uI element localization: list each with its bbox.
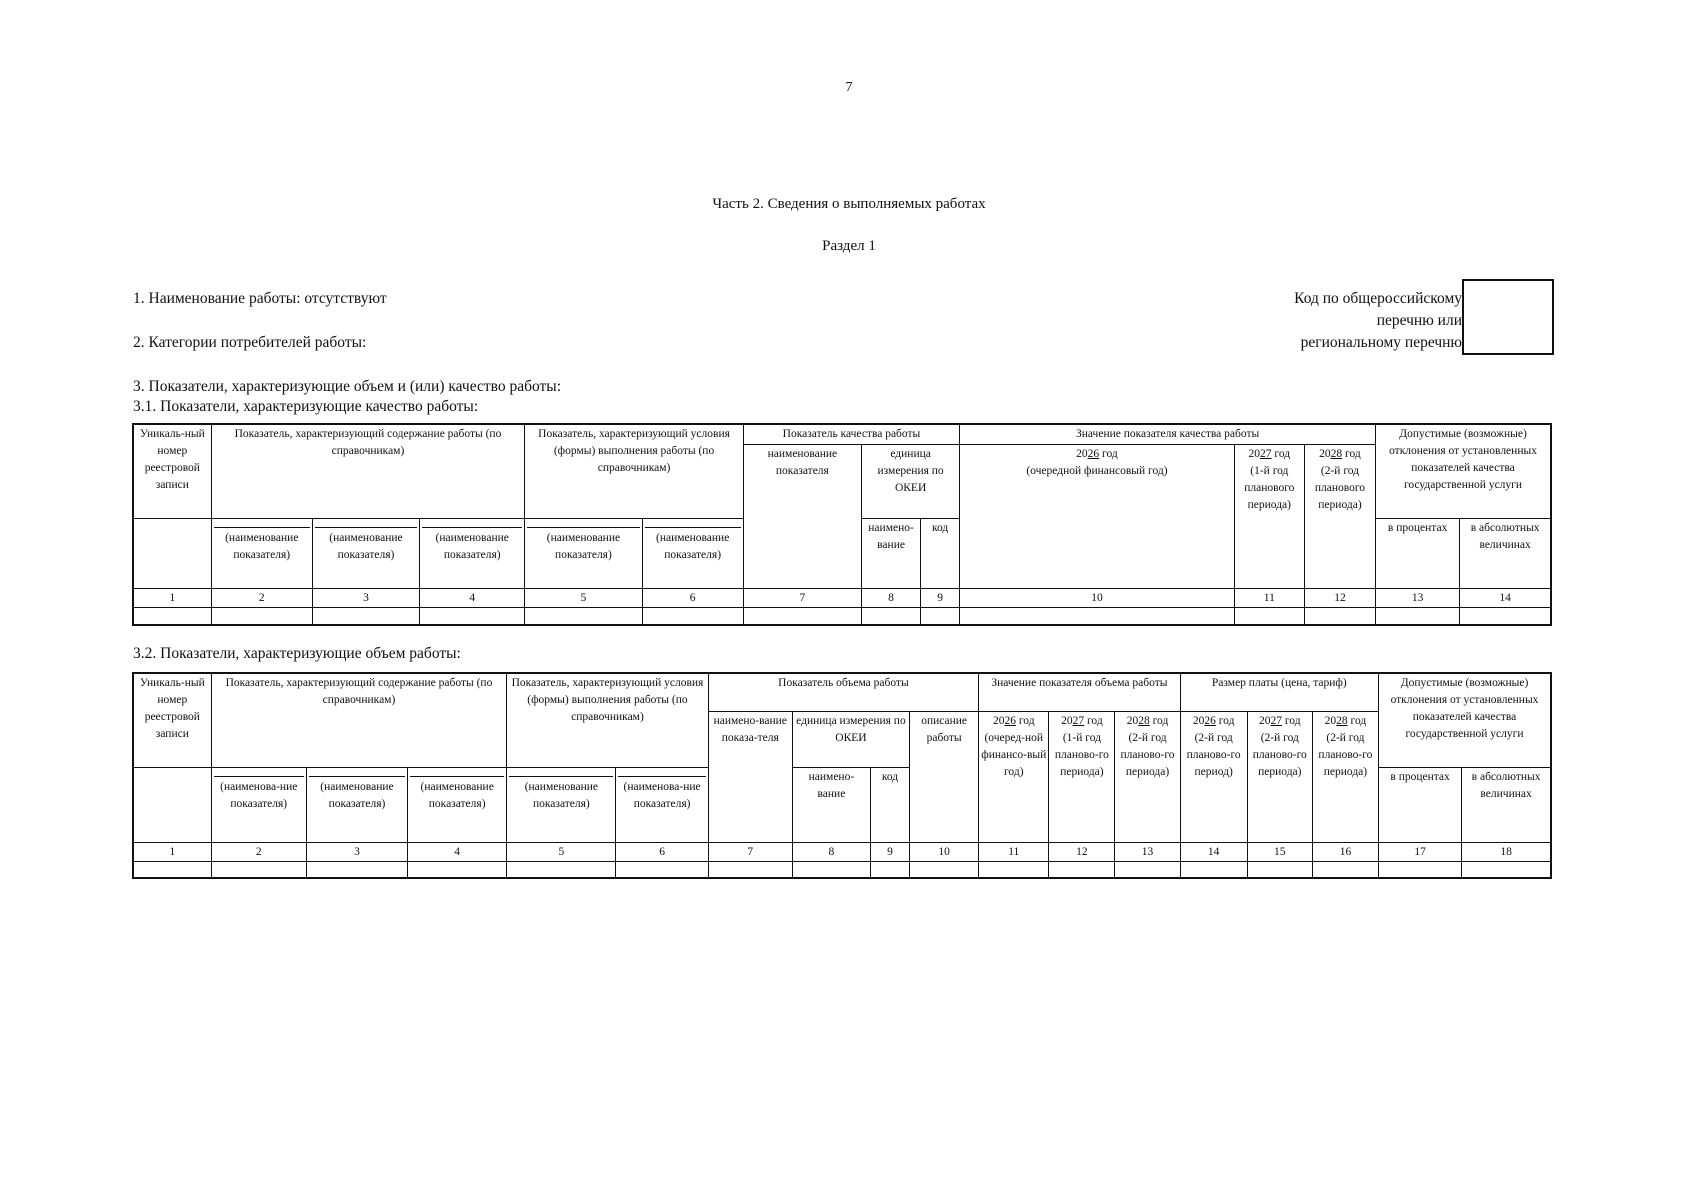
col-number: 12: [1049, 842, 1115, 861]
value-2026-desc: (очеред-ной финансо-вый год): [981, 731, 1047, 778]
deviation-absolute-header: в абсолютных величинах: [1460, 519, 1551, 589]
col-number: 15: [1247, 842, 1312, 861]
year-2026-desc: (очередной финансовый год): [1026, 465, 1168, 477]
col-number: 17: [1379, 842, 1462, 861]
fee-2026-label: 2026 год: [1192, 714, 1235, 727]
data-cell[interactable]: [1049, 861, 1115, 878]
year-2026-label: 2026 год: [1076, 448, 1118, 460]
col-number: 13: [1376, 589, 1460, 608]
part-title: Часть 2. Сведения о выполняемых работах: [712, 196, 986, 212]
col-number: 11: [979, 842, 1049, 861]
data-cell[interactable]: [306, 861, 407, 878]
data-cell[interactable]: [133, 608, 211, 625]
data-cell[interactable]: [743, 608, 861, 625]
col-year-2026-header: [960, 445, 1235, 589]
col-value-2028-header: [1115, 711, 1180, 842]
data-cell[interactable]: [1312, 861, 1378, 878]
col-indicator-name-header: наимено-вание показа-теля: [708, 711, 792, 842]
year-2027-desc: (1-й год планового периода): [1244, 465, 1295, 511]
fee-2028-desc: (2-й год планово-го периода): [1318, 731, 1373, 778]
unique-number-sub: [133, 767, 211, 842]
column-number-row: [133, 589, 1551, 608]
data-cell[interactable]: [1247, 861, 1312, 878]
col-indicator-name-header: наименование показателя: [743, 445, 861, 589]
col-quality-indicator-header: Показатель качества работы: [743, 424, 959, 445]
col-fee-header: Размер платы (цена, тариф): [1180, 673, 1378, 711]
col-number: 10: [910, 842, 979, 861]
col-deviation-header: Допустимые (возможные) отклонения от установленных показателей качества государственной услуги: [1376, 424, 1551, 519]
col-number: 3: [306, 842, 407, 861]
value-2027-desc: (1-й год планово-го периода): [1054, 731, 1109, 778]
data-cell[interactable]: [1376, 608, 1460, 625]
unit-code-header: код: [870, 767, 909, 842]
col-content-indicator-header: Показатель, характеризующий содержание работы (по справочникам): [211, 673, 507, 767]
col-number: 7: [743, 589, 861, 608]
content-indicator-1: (наименование показателя): [211, 519, 312, 589]
content-indicator-1: (наименова-ние показателя): [211, 767, 306, 842]
registry-code-label: [1294, 288, 1462, 354]
data-cell[interactable]: [211, 861, 306, 878]
conditions-indicator-1: (наименование показателя): [525, 519, 642, 589]
data-cell[interactable]: [312, 608, 419, 625]
data-cell[interactable]: [616, 861, 708, 878]
col-number: 16: [1312, 842, 1378, 861]
data-cell[interactable]: [921, 608, 960, 625]
col-year-2028-header: [1304, 445, 1375, 589]
col-unit-okei-header: единица измерения по ОКЕИ: [792, 711, 909, 767]
conditions-indicator-2: (наименование показателя): [642, 519, 743, 589]
page-number: 7: [845, 80, 853, 95]
fee-2028-label: 2028 год: [1324, 714, 1367, 727]
volume-indicators-heading: 3.2. Показатели, характеризующие объем работы:: [133, 645, 461, 662]
registry-code-box[interactable]: [1462, 279, 1554, 355]
value-2027-label: 2027 год: [1061, 714, 1103, 727]
col-conditions-indicator-header: Показатель, характеризующий условия (формы) выполнения работы (по справочникам): [507, 673, 708, 767]
col-number: 14: [1460, 589, 1551, 608]
col-unit-okei-header: единица измерения по ОКЕИ: [862, 445, 960, 519]
col-value-2026-header: [979, 711, 1049, 842]
unique-number-sub: [133, 519, 211, 589]
value-2028-label: 2028 год: [1126, 714, 1169, 727]
content-indicator-3: (наименование показателя): [420, 519, 525, 589]
value-2028-desc: (2-й год планово-го периода): [1120, 731, 1175, 778]
col-number: 2: [211, 589, 312, 608]
col-year-2027-header: [1234, 445, 1304, 589]
col-number: 7: [708, 842, 792, 861]
unit-name-header: наимено-вание: [792, 767, 870, 842]
volume-indicators-table: [132, 672, 1552, 879]
empty-data-row: [133, 861, 1551, 878]
col-number: 9: [921, 589, 960, 608]
registry-code-label-line-2: перечню или: [1376, 312, 1462, 329]
col-content-indicator-header: Показатель, характеризующий содержание работы (по справочникам): [211, 424, 525, 519]
col-number: 9: [870, 842, 909, 861]
col-conditions-indicator-header: Показатель, характеризующий условия (формы) выполнения работы (по справочникам): [525, 424, 743, 519]
consumer-category-line: 2. Категории потребителей работы:: [133, 334, 367, 351]
data-cell[interactable]: [979, 861, 1049, 878]
col-number: 14: [1180, 842, 1247, 861]
col-number: 5: [525, 589, 642, 608]
data-cell[interactable]: [708, 861, 792, 878]
col-number: 12: [1304, 589, 1375, 608]
data-cell[interactable]: [133, 861, 211, 878]
col-number: 1: [133, 842, 211, 861]
col-volume-indicator-header: Показатель объема работы: [708, 673, 979, 711]
fee-2027-desc: (2-й год планово-го периода): [1252, 731, 1307, 778]
data-cell[interactable]: [862, 608, 921, 625]
col-unique-number-header: Уникаль-ный номер реестровой записи: [133, 673, 211, 767]
fee-2026-desc: (2-й год планово-го период): [1186, 731, 1241, 778]
col-number: 13: [1115, 842, 1180, 861]
data-cell[interactable]: [1234, 608, 1304, 625]
col-work-description-header: описание работы: [910, 711, 979, 842]
quality-indicators-table: [132, 423, 1552, 626]
column-number-row: [133, 842, 1551, 861]
col-fee-2028-header: [1312, 711, 1378, 842]
col-value-2027-header: [1049, 711, 1115, 842]
year-2028-desc: (2-й год планового периода): [1314, 465, 1366, 511]
deviation-absolute-header: в абсолютных величинах: [1462, 767, 1551, 842]
deviation-percent-header: в процентах: [1379, 767, 1462, 842]
col-quality-value-header: Значение показателя качества работы: [960, 424, 1376, 445]
col-number: 4: [408, 842, 507, 861]
col-number: 2: [211, 842, 306, 861]
unit-code-header: код: [921, 519, 960, 589]
conditions-indicator-1: (наименование показателя): [507, 767, 616, 842]
data-cell[interactable]: [1115, 861, 1180, 878]
conditions-indicator-2: (наименова-ние показателя): [616, 767, 708, 842]
section-title: Раздел 1: [822, 238, 876, 254]
data-cell[interactable]: [1304, 608, 1375, 625]
content-indicator-3: (наименование показателя): [408, 767, 507, 842]
data-cell[interactable]: [910, 861, 979, 878]
quality-indicators-heading: 3.1. Показатели, характеризующие качество работы:: [133, 398, 479, 415]
col-number: 3: [312, 589, 419, 608]
deviation-percent-header: в процентах: [1376, 519, 1460, 589]
data-cell[interactable]: [1460, 608, 1551, 625]
col-number: 6: [616, 842, 708, 861]
empty-data-row: [133, 608, 1551, 625]
col-number: 8: [792, 842, 870, 861]
registry-code-label-line-3: региональному перечню: [1300, 334, 1462, 351]
col-number: 10: [960, 589, 1235, 608]
data-cell[interactable]: [792, 861, 870, 878]
col-fee-2026-header: [1180, 711, 1247, 842]
data-cell[interactable]: [525, 608, 642, 625]
data-cell[interactable]: [642, 608, 743, 625]
work-name-line: 1. Наименование работы: отсутствуют: [133, 290, 387, 307]
content-indicator-2: (наименование показателя): [306, 767, 407, 842]
content-indicator-2: (наименование показателя): [312, 519, 419, 589]
data-cell[interactable]: [211, 608, 312, 625]
unit-name-header: наимено-вание: [862, 519, 921, 589]
data-cell[interactable]: [408, 861, 507, 878]
data-cell[interactable]: [507, 861, 616, 878]
col-unique-number-header: Уникаль-ный номер реестровой записи: [133, 424, 211, 519]
registry-code-label-line-1: Код по общероссийскому: [1294, 290, 1462, 307]
col-number: 8: [862, 589, 921, 608]
indicators-heading: 3. Показатели, характеризующие объем и (или) качество работы:: [133, 378, 562, 395]
col-volume-value-header: Значение показателя объема работы: [979, 673, 1180, 711]
year-2027-label: 2027 год: [1248, 448, 1291, 460]
data-cell[interactable]: [960, 608, 1235, 625]
value-2026-label: 2026 год: [992, 714, 1035, 727]
data-cell[interactable]: [870, 861, 909, 878]
col-number: 1: [133, 589, 211, 608]
data-cell[interactable]: [1379, 861, 1462, 878]
col-number: 5: [507, 842, 616, 861]
col-number: 11: [1234, 589, 1304, 608]
data-cell[interactable]: [420, 608, 525, 625]
data-cell[interactable]: [1180, 861, 1247, 878]
col-number: 4: [420, 589, 525, 608]
data-cell[interactable]: [1462, 861, 1551, 878]
year-2028-label: 2028 год: [1319, 448, 1361, 460]
col-deviation-header: Допустимые (возможные) отклонения от установленных показателей качества государственной услуги: [1379, 673, 1551, 767]
col-fee-2027-header: [1247, 711, 1312, 842]
col-number: 6: [642, 589, 743, 608]
fee-2027-label: 2027 год: [1259, 714, 1301, 727]
col-number: 18: [1462, 842, 1551, 861]
